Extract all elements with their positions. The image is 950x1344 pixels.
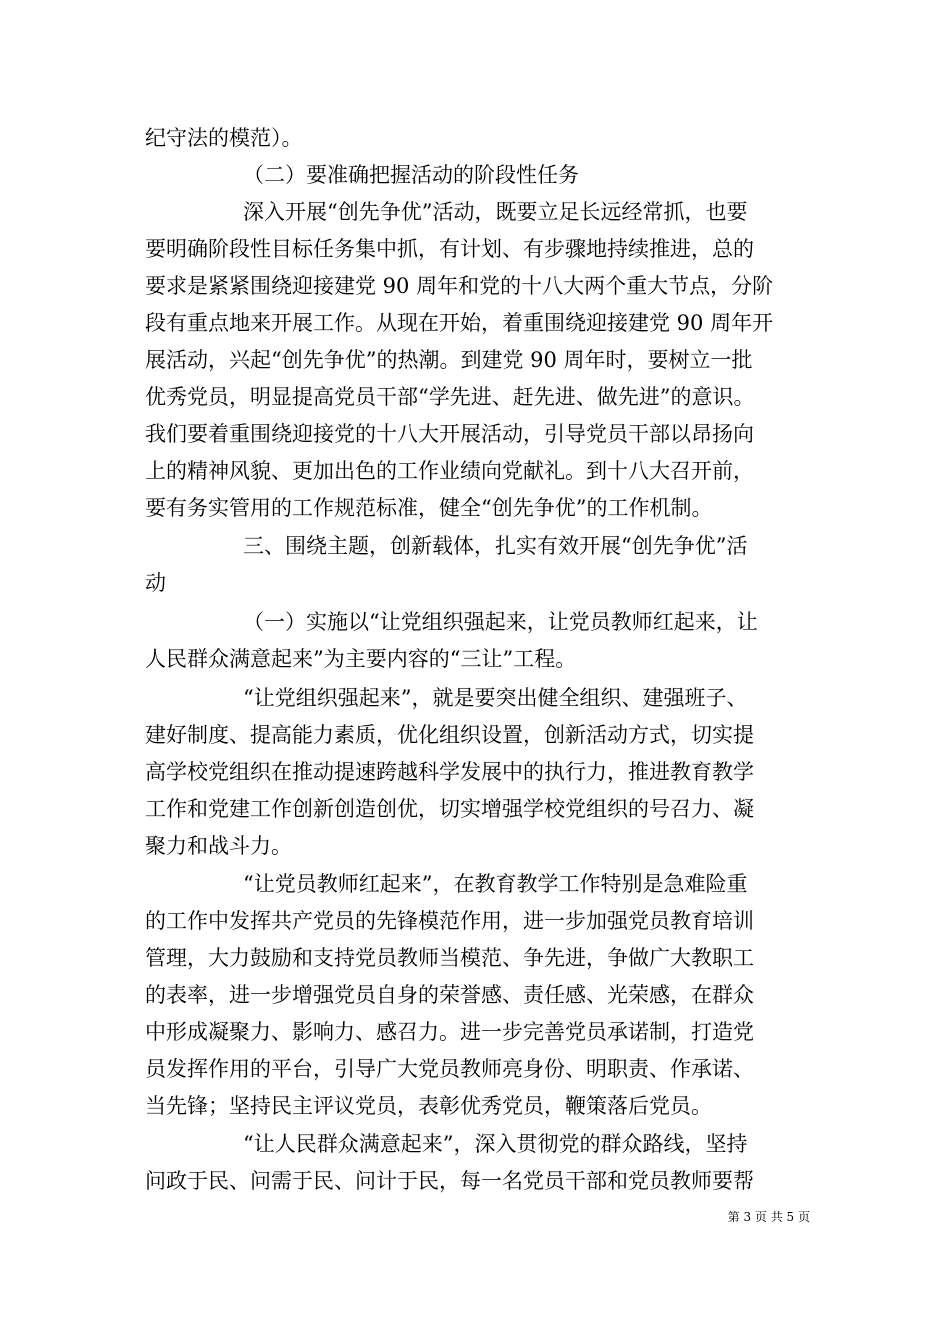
text-line: 我们要着重围绕迎接党的十八大开展活动，引导党员干部以昂扬向	[145, 422, 754, 446]
text-line: 优秀党员，明显提高党员干部“学先进、赶先进、做先进”的意识。	[145, 385, 755, 409]
text-line: 人民群众满意起来”为主要内容的“三让”工程。	[145, 647, 577, 671]
text-line: 要有务实管用的工作规范标准，健全“创先争优”的工作机制。	[145, 496, 713, 520]
text-line: 员发挥作用的平台，引导广大党员教师亮身份、明职责、作承诺、	[145, 1057, 754, 1081]
text-line: 中形成凝聚力、影响力、感召力。进一步完善党员承诺制，打造党	[145, 1020, 754, 1044]
text-line: 纪守法的模范）。	[145, 126, 303, 150]
text-line: （一）实施以“让党组织强起来，让党员教师红起来，让	[243, 610, 758, 634]
text-line: 要明确阶段性目标任务集中抓，有计划、有步骤地持续推进，总的	[145, 237, 754, 261]
text-line: 工作和党建工作创新创造创优，切实增强学校党组织的号召力、凝	[145, 797, 754, 821]
text-line: 管理，大力鼓励和支持党员教师当模范、争先进，争做广大教职工	[145, 946, 754, 970]
text-line: 动	[145, 571, 166, 595]
text-line: 建好制度、提高能力素质，优化组织设置，创新活动方式，切实提	[145, 723, 754, 747]
text-line: “让人民群众满意起来”，深入贯彻党的群众路线，坚持	[243, 1132, 748, 1156]
text-line: 问政于民、问需于民、问计于民，每一名党员干部和党员教师要帮	[145, 1169, 754, 1193]
text-line: 当先锋；坚持民主评议党员，表彰优秀党员，鞭策落后党员。	[145, 1094, 712, 1118]
text-line: 展活动，兴起“创先争优”的热潮。到建党 90 周年时，要树立一批	[145, 348, 753, 372]
text-line: 的表率，进一步增强党员自身的荣誉感、责任感、光荣感，在群众	[145, 983, 754, 1007]
text-line: 上的精神风貌、更加出色的工作业绩向党献礼。到十八大召开前，	[145, 459, 754, 483]
text-line: “让党组织强起来”，就是要突出健全组织、建强班子、	[243, 686, 748, 710]
text-line: （二）要准确把握活动的阶段性任务	[243, 163, 579, 187]
text-line: “让党员教师红起来”，在教育教学工作特别是急难险重	[243, 872, 748, 896]
text-line: 要求是紧紧围绕迎接建党 90 周年和党的十八大两个重大节点，分阶	[145, 274, 774, 298]
text-line: 的工作中发挥共产党员的先锋模范作用，进一步加强党员教育培训	[145, 909, 754, 933]
text-line: 聚力和战斗力。	[145, 834, 292, 858]
text-line: 段有重点地来开展工作。从现在开始，着重围绕迎接建党 90 周年开	[145, 311, 774, 335]
text-line: 三、围绕主题，创新载体，扎实有效开展“创先争优”活	[243, 534, 748, 558]
text-line: 深入开展“创先争优”活动，既要立足长远经常抓，也要	[243, 200, 748, 224]
text-line: 高学校党组织在推动提速跨越科学发展中的执行力，推进教育教学	[145, 760, 754, 784]
page-footer: 第 3 页 共 5 页	[727, 1210, 810, 1224]
